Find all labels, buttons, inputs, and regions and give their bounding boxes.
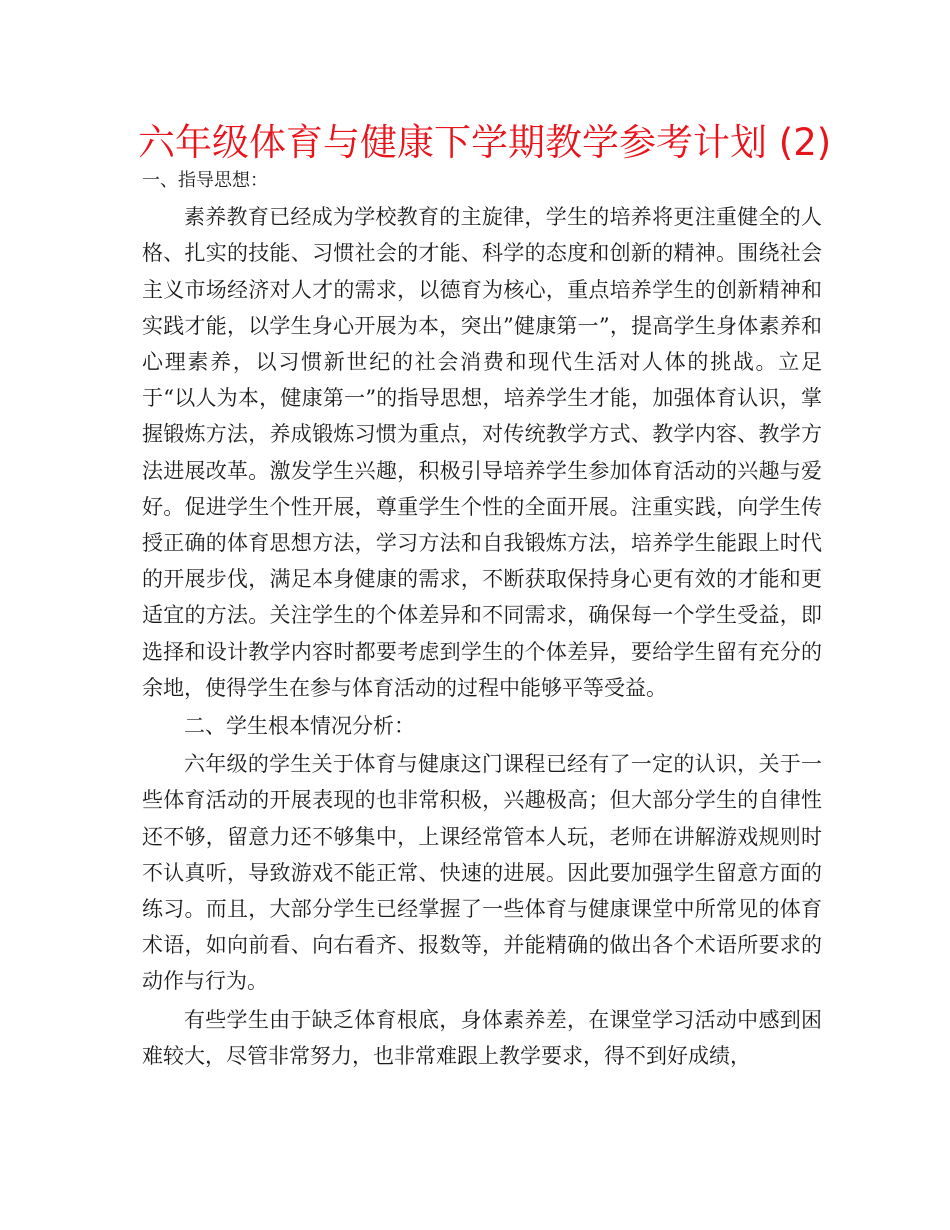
paragraph-student-analysis-2: 有些学生由于缺乏体育根底，身体素养差，在课堂学习活动中感到困难较大，尽管非常努力，也非常难跟上教学要求，得不到好成绩， — [142, 1007, 822, 1068]
document-title: 六年级体育与健康下学期教学参考计划 (2) — [138, 121, 832, 164]
document-body — [142, 163, 822, 1074]
section-heading-student-analysis: 二、学生根本情况分析： — [184, 714, 415, 739]
paragraph-guiding-thought: 素养教育已经成为学校教育的主旋律，学生的培养将更注重健全的人格、扎实的技能、习惯社会的才能、科学的态度和创新的精神。围绕社会主义市场经济对人才的需求，以德育为核心，重点培养学生的创新精神和实践才能，以学生身心开展为本，突出”健康第一”，提高学生身体素养和心理素养，以习惯新世纪的社会消费和现代生活对人体的挑战。立足于“以人为本，健康第一”的指导思想，培养学生才能，加强体育认识，掌握锻炼方法，养成锻炼习惯为重点，对传统教学方式、教学内容、教学方法进展改革。激发学生兴趣，积极引导培养学生参加体育活动的兴趣与爱好。促进学生个性开展，尊重学生个性的全面开展。注重实践，向学生传授正确的体育思想方法，学习方法和自我锻炼方法，培养学生能跟上时代的开展步伐，满足本身健康的需求，不断获取保持身心更有效的才能和更适宜的方法。关注学生的个体差异和不同需求，确保每一个学生受益，即选择和设计教学内容时都要考虑到学生的个体差异，要给学生留有充分的余地，使得学生在参与体育活动的过程中能够平等受益。 — [142, 205, 822, 700]
paragraph-student-analysis-1: 六年级的学生关于体育与健康这门课程已经有了一定的认识，关于一些体育活动的开展表现的也非常积极，兴趣极高；但大部分学生的自律性还不够，留意力还不够集中，上课经常管本人玩，老师在讲解游戏规则时不认真听，导致游戏不能正常、快速的进展。因此要加强学生留意方面的练习。而且，大部分学生已经掌握了一些体育与健康课堂中所常见的体育术语，如向前看、向右看齐、报数等，并能精确的做出各个术语所要求的动作与行为。 — [142, 752, 822, 994]
section-heading-guiding-thought: 一、指导思想： — [142, 170, 268, 191]
